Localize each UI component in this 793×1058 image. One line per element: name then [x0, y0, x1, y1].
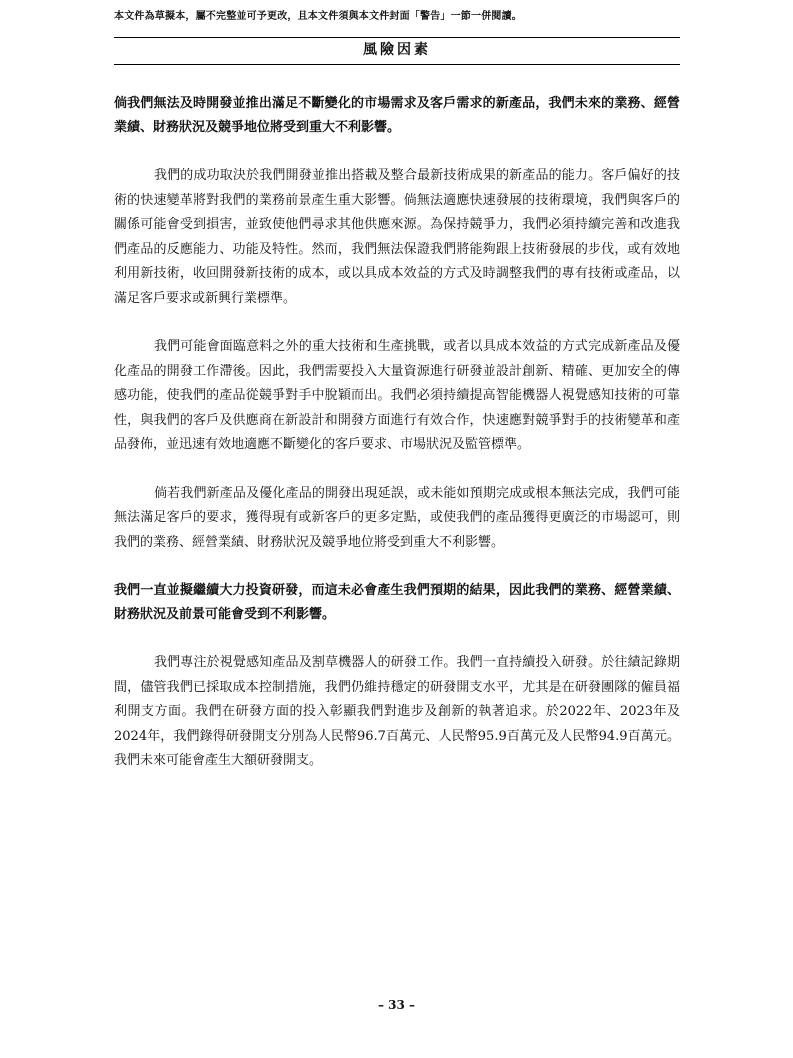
paragraph: 我們可能會面臨意料之外的重大技術和生產挑戰，或者以具成本效益的方式完成新產品及優化產品的開發工作滯後。因此，我們需要投入大量資源進行研發並設計創新、精確、更加安全的傳感功能，使我們的產品從競爭對手中脫穎而出。我們必須持續提高智能機器人視覺感知技術的可靠性，與我們的客戶及供應商在新設計和開發方面進行有效合作，快速應對競爭對手的技術變革和產品發佈，並迅速有效地適應不斷變化的客戶要求、市場狀況及監管標準。	[114, 339, 680, 452]
risk-heading: 倘我們無法及時開發並推出滿足不斷變化的市場需求及客戶需求的新產品，我們未來的業務、經營業績、財務狀況及競爭地位將受到重大不利影響。	[114, 96, 680, 135]
header-bottom-rule	[114, 64, 680, 65]
page-number: – 33 –	[377, 998, 416, 1012]
section-title: 風險因素	[363, 42, 431, 58]
paragraph: 我們的成功取決於我們開發並推出搭載及整合最新技術成果的新產品的能力。客戶偏好的技術的快速變革將對我們的業務前景產生重大影響。倘無法適應快速發展的技術環境，我們與客戶的關係可能會受到損害，並致使他們尋求其他供應來源。為保持競爭力，我們必須持續完善和改進我們產品的反應能力、功能及特性。然而，我們無法保證我們將能夠跟上技術發展的步伐，或有效地利用新技術，收回開發新技術的成本，或以具成本效益的方式及時調整我們的專有技術或產品，以滿足客戶要求或新興行業標準。	[114, 168, 680, 306]
risk-heading: 我們一直並擬繼續大力投資研發，而這未必會產生我們預期的結果，因此我們的業務、經營業績、財務狀況及前景可能會受到不利影響。	[114, 583, 680, 622]
draft-warning-note: 本文件為草擬本，屬不完整並可予更改，且本文件須與本文件封面「警告」一節一併閱讀。	[114, 11, 522, 22]
risk-block	[114, 92, 680, 555]
paragraph: 我們專注於視覺感知產品及割草機器人的研發工作。我們一直持續投入研發。於往績記錄期間，儘管我們已採取成本控制措施，我們仍維持穩定的研發開支水平，尤其是在研發團隊的僱員福利開支方面。我們在研發方面的投入彰顯我們對進步及創新的執著追求。於2022年、2023年及2024年，我們錄得研發開支分別為人民幣96.7百萬元、人民幣95.9百萬元及人民幣94.9百萬元。我們未來可能會產生大額研發開支。	[114, 655, 680, 768]
risk-block	[114, 579, 680, 774]
document-body	[114, 92, 680, 798]
paragraph: 倘若我們新產品及優化產品的開發出現延誤，或未能如預期完成或根本無法完成，我們可能無法滿足客戶的要求，獲得現有或新客戶的更多定點，或使我們的產品獲得更廣泛的市場認可，則我們的業務、經營業績、財務狀況及競爭地位將受到重大不利影響。	[114, 485, 680, 550]
header-top-rule	[114, 37, 680, 38]
